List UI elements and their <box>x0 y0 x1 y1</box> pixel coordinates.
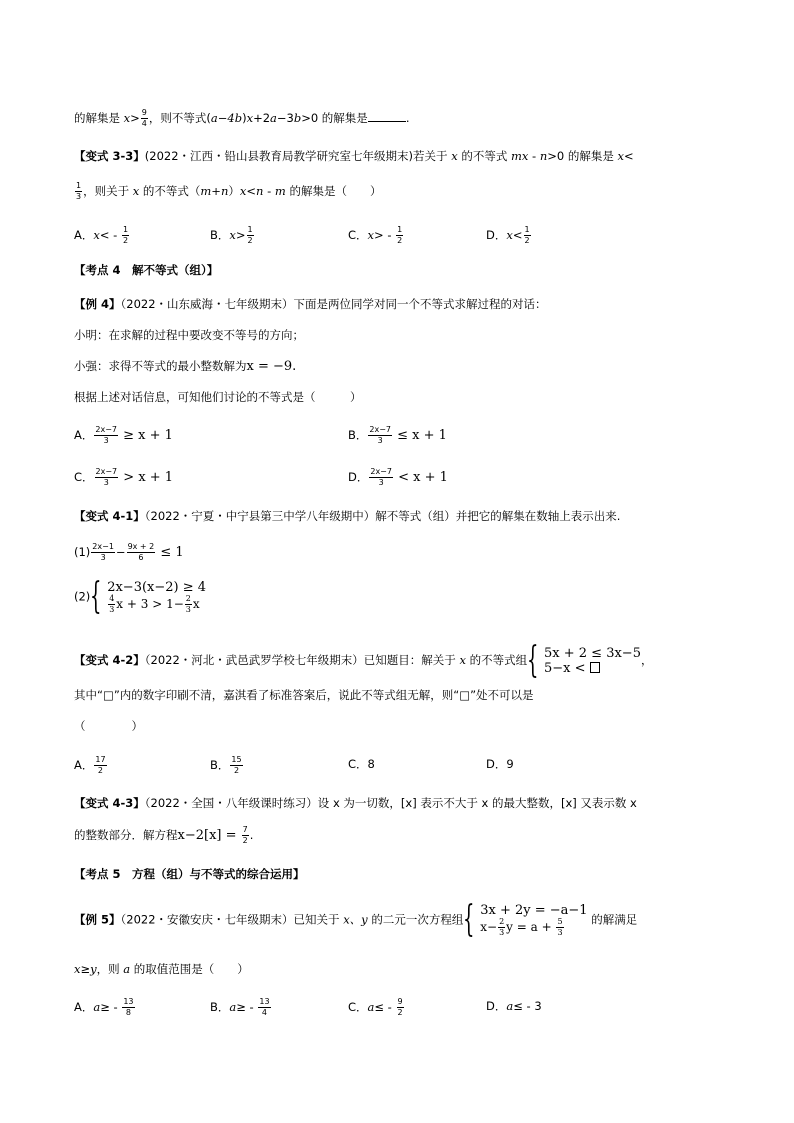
den: 3 <box>185 605 191 614</box>
text: 的解集是（ ） <box>285 184 382 198</box>
fraction <box>369 468 393 487</box>
den: 2 <box>397 236 403 245</box>
text: x <box>192 597 200 611</box>
option-d[interactable] <box>348 468 448 487</box>
text: ，则 <box>96 962 124 976</box>
blank-box-icon <box>590 662 600 673</box>
var: n <box>539 149 548 163</box>
question-label: 【变式 4-3】 <box>74 796 145 810</box>
text: 的取值范围是（ ） <box>130 962 249 976</box>
option-c[interactable] <box>348 998 405 1017</box>
num: 2x−7 <box>95 425 117 434</box>
equation: x = −9. <box>246 359 297 374</box>
fraction <box>95 468 119 487</box>
den: 2 <box>97 766 104 775</box>
text: < - <box>99 228 121 242</box>
text: 的不等式（ <box>139 184 201 198</box>
text: ） <box>228 184 240 198</box>
den: 4 <box>141 119 147 128</box>
text: （2022・全国・八年级课时练习）设 x 为一切数，[x] 表示不大于 x 的最大整数，[x] 又表示数 x <box>144 796 637 810</box>
text: < <box>624 149 634 163</box>
brace-icon: { <box>527 639 539 681</box>
option-label: D． <box>348 470 369 484</box>
text: x− <box>480 920 498 934</box>
dialogue-2 <box>74 358 296 375</box>
var: a <box>506 999 514 1013</box>
var: x <box>459 653 466 667</box>
system-row <box>480 918 587 937</box>
den: 2 <box>397 1008 403 1017</box>
option-a[interactable] <box>74 756 108 775</box>
text: ，则关于 <box>83 184 133 198</box>
option-a[interactable] <box>74 998 136 1017</box>
option-b[interactable] <box>348 426 447 445</box>
system-row: 2x−3(x−2) ≥ 4 <box>107 580 207 595</box>
system-row <box>544 661 641 676</box>
var: x <box>123 111 131 125</box>
text: −3 <box>276 111 294 125</box>
variant-4-2-line-1 <box>74 639 653 681</box>
option-label: D． <box>486 999 507 1013</box>
text: 的不等式组 <box>465 653 528 667</box>
variant-4-3-line-1 <box>74 795 637 811</box>
num: 2 <box>499 917 505 926</box>
var: m <box>274 184 286 198</box>
text: > <box>235 228 246 242</box>
num: 15 <box>231 755 242 764</box>
den: 3 <box>103 436 109 445</box>
variant-4-3-line-2 <box>74 826 253 845</box>
equation-system <box>480 903 587 937</box>
den: 6 <box>138 553 144 562</box>
num: 4 <box>109 594 115 603</box>
option-label: D． <box>486 228 507 242</box>
var: a−4b <box>210 111 243 125</box>
fraction <box>368 426 392 445</box>
fraction <box>498 918 505 937</box>
brace-icon: { <box>90 576 102 617</box>
variant-4-2-line-2: 其中“□”内的数字印刷不清，嘉淇看了标准答案后，说此不等式组无解，则“□”处不可以是 <box>74 688 534 702</box>
den: 3 <box>378 478 384 487</box>
var: b <box>293 111 302 125</box>
num: 17 <box>95 755 106 764</box>
question-label: 【例 5】 <box>74 912 121 927</box>
text: . <box>249 828 254 842</box>
text: 的二元一次方程组 <box>367 912 464 927</box>
fraction <box>524 226 531 245</box>
fraction <box>94 756 106 775</box>
text: ≥ - <box>100 1000 122 1014</box>
num: 9 <box>141 108 147 117</box>
section-heading-4: 【考点 4 解不等式（组）】 <box>74 263 219 277</box>
option-d[interactable] <box>486 756 514 772</box>
option-b[interactable] <box>210 756 244 775</box>
fraction <box>258 998 270 1017</box>
num: 2x−7 <box>369 425 392 434</box>
variant-4-1-line-1 <box>74 508 620 524</box>
option-label: A． <box>74 1000 94 1014</box>
text: < x + 1 <box>393 470 448 485</box>
text: 的解满足 <box>587 912 638 927</box>
text: < <box>246 184 256 198</box>
text: （2022・安徽安庆・七年级期末）已知关于 <box>120 912 344 927</box>
text: ≥ - <box>236 1000 258 1014</box>
num: 1 <box>76 181 82 190</box>
text: < <box>512 228 523 242</box>
fraction <box>94 426 118 445</box>
var: x <box>229 228 236 242</box>
question-label: 【变式 4-2】 <box>74 653 145 667</box>
option-label: D． <box>486 757 507 771</box>
option-label: C． <box>348 1000 368 1014</box>
source: (2022・江西・铅山县教育局教学研究室七年级期末) <box>144 149 414 163</box>
var: a <box>93 1000 101 1014</box>
text: (2) <box>74 589 91 604</box>
num: 2x−7 <box>370 467 392 476</box>
var: n <box>256 184 264 198</box>
var: x <box>132 184 140 198</box>
den: 2 <box>233 766 240 775</box>
num: 5 <box>557 917 563 926</box>
text: >0 的解集是 <box>547 149 618 163</box>
text: ≥ <box>80 962 91 976</box>
text: (1) <box>74 545 91 559</box>
variant-4-1-part-2 <box>74 576 207 617</box>
den: 3 <box>109 605 115 614</box>
inequality-system <box>107 580 206 614</box>
num: 1 <box>247 225 253 234</box>
den: 2 <box>122 236 129 245</box>
variant-4-1-part-1 <box>74 543 184 562</box>
dialogue-1: 小明：在求解的过程中要改变不等号的方向； <box>74 328 304 342</box>
option-label: C． <box>74 470 94 484</box>
inequality-system <box>544 646 641 676</box>
num: 13 <box>259 997 270 1006</box>
section-heading-5: 【考点 5 方程（组）与不等式的综合运用】 <box>74 867 305 881</box>
text: > <box>130 111 140 125</box>
den: 3 <box>499 928 505 937</box>
option-c[interactable] <box>348 756 375 772</box>
option-label: B． <box>210 758 230 772</box>
option-c[interactable] <box>74 468 173 487</box>
den: 2 <box>242 836 248 845</box>
question-label: 【例 4】 <box>74 297 121 311</box>
option-a[interactable] <box>74 426 173 445</box>
fraction <box>556 918 563 937</box>
fraction <box>108 595 115 614</box>
text: ≥ x + 1 <box>119 428 173 443</box>
text: ≤ - 3 <box>513 999 542 1013</box>
var: x <box>74 962 81 976</box>
option-a[interactable] <box>74 226 130 245</box>
option-c[interactable] <box>348 226 404 245</box>
text: （2022・山东威海・七年级期末）下面是两位同学对同一个不等式求解过程的对话： <box>120 297 547 311</box>
var: a <box>270 111 277 125</box>
option-value: 8 <box>367 757 375 771</box>
den: 3 <box>103 478 109 487</box>
var: x <box>367 228 375 242</box>
text: 5−x < <box>544 660 590 676</box>
var: mx <box>511 149 529 163</box>
var: a <box>229 1000 237 1014</box>
var: x <box>506 228 513 242</box>
option-label: C． <box>348 228 368 242</box>
option-label: C． <box>348 757 368 771</box>
fraction <box>141 109 148 128</box>
den: 3 <box>76 192 82 201</box>
fraction <box>122 226 129 245</box>
option-label: B． <box>210 228 230 242</box>
num: 9x + 2 <box>127 542 155 551</box>
var: x <box>246 111 254 125</box>
example-4-question: 根据上述对话信息，可知他们讨论的不等式是（ ） <box>74 390 362 404</box>
variant-3-3-line-2 <box>74 182 381 201</box>
solution-line-1 <box>74 109 409 128</box>
text: y = a + <box>506 920 556 934</box>
num: 2x−7 <box>95 467 118 476</box>
option-label: B． <box>210 1000 230 1014</box>
var: x <box>93 228 100 242</box>
var: a <box>123 962 131 976</box>
option-label: A． <box>74 428 94 442</box>
var: m+n <box>200 184 229 198</box>
text: 的整数部分．解方程 <box>74 828 178 842</box>
fraction <box>397 998 404 1017</box>
text: ) <box>242 111 247 125</box>
question-label: 【变式 3-3】 <box>74 149 145 163</box>
den: 4 <box>261 1008 267 1017</box>
text: 的不等式 <box>457 149 511 163</box>
example-4-line-1 <box>74 296 547 312</box>
fraction <box>91 543 115 562</box>
option-b[interactable] <box>210 226 255 245</box>
option-d[interactable] <box>486 226 532 245</box>
text: - <box>528 149 540 163</box>
text: x + 3 > 1− <box>116 597 184 611</box>
fraction <box>127 543 156 562</box>
option-d[interactable] <box>486 998 542 1014</box>
text: +2 <box>253 111 271 125</box>
question-label: 【变式 4-1】 <box>74 509 145 523</box>
den: 3 <box>100 553 106 562</box>
variant-3-3-line-1 <box>74 148 634 164</box>
text: （2022・宁夏・中宁县第三中学八年级期中）解不等式（组）并把它的解集在数轴上表示出来. <box>144 509 621 523</box>
brace-icon: { <box>463 899 475 940</box>
text: ≤ - <box>374 1000 396 1014</box>
option-value: 9 <box>506 757 514 771</box>
text: 的解集是 <box>74 111 124 125</box>
fraction <box>247 226 254 245</box>
text: （2022・河北・武邑武罗学校七年级期末）已知题目：解关于 <box>144 653 460 667</box>
system-row: 3x + 2y = −a−1 <box>480 903 588 918</box>
num: 2x−1 <box>92 542 114 551</box>
equation: x−2[x] = <box>177 828 241 843</box>
text: - <box>263 184 275 198</box>
text: ≤ x + 1 <box>393 428 447 443</box>
num: 1 <box>524 225 530 234</box>
fraction <box>75 182 82 201</box>
text: > x + 1 <box>119 470 174 485</box>
option-label: B． <box>348 428 368 442</box>
fraction <box>242 826 249 845</box>
den: 2 <box>524 236 530 245</box>
den: 8 <box>125 1008 131 1017</box>
fraction <box>185 595 192 614</box>
text: 若关于 <box>413 149 452 163</box>
num: 1 <box>397 225 403 234</box>
den: 2 <box>247 236 253 245</box>
example-5-line-1 <box>74 899 638 940</box>
var: x、y <box>343 912 368 927</box>
option-label: A． <box>74 228 94 242</box>
option-label: A． <box>74 758 94 772</box>
system-row <box>107 595 206 614</box>
num: 9 <box>397 997 403 1006</box>
text: > - <box>374 228 396 242</box>
num: 13 <box>123 997 134 1006</box>
var: a <box>367 1000 375 1014</box>
den: 3 <box>557 928 563 937</box>
den: 3 <box>377 436 383 445</box>
var: x <box>239 184 247 198</box>
text: ≤ 1 <box>156 545 184 560</box>
num: 2 <box>185 594 191 603</box>
num: 1 <box>122 225 129 234</box>
fraction <box>122 998 134 1017</box>
text: ，则不等式( <box>148 111 211 125</box>
fraction <box>396 226 403 245</box>
text: ， <box>640 653 653 667</box>
option-b[interactable] <box>210 998 272 1017</box>
example-5-line-2 <box>74 961 249 977</box>
text: . <box>405 111 410 125</box>
num: 7 <box>242 825 248 834</box>
var: x <box>617 149 625 163</box>
text: >0 的解集是 <box>301 111 368 125</box>
var: y <box>90 962 97 976</box>
system-row: 5x + 2 ≤ 3x−5 <box>544 645 641 661</box>
var: x <box>451 149 458 163</box>
variant-4-2-line-3: （ ） <box>74 719 143 733</box>
answer-blank <box>368 110 406 122</box>
text: − <box>115 545 126 559</box>
fraction <box>230 756 242 775</box>
text: 小强：求得不等式的最小整数解为 <box>74 359 247 373</box>
